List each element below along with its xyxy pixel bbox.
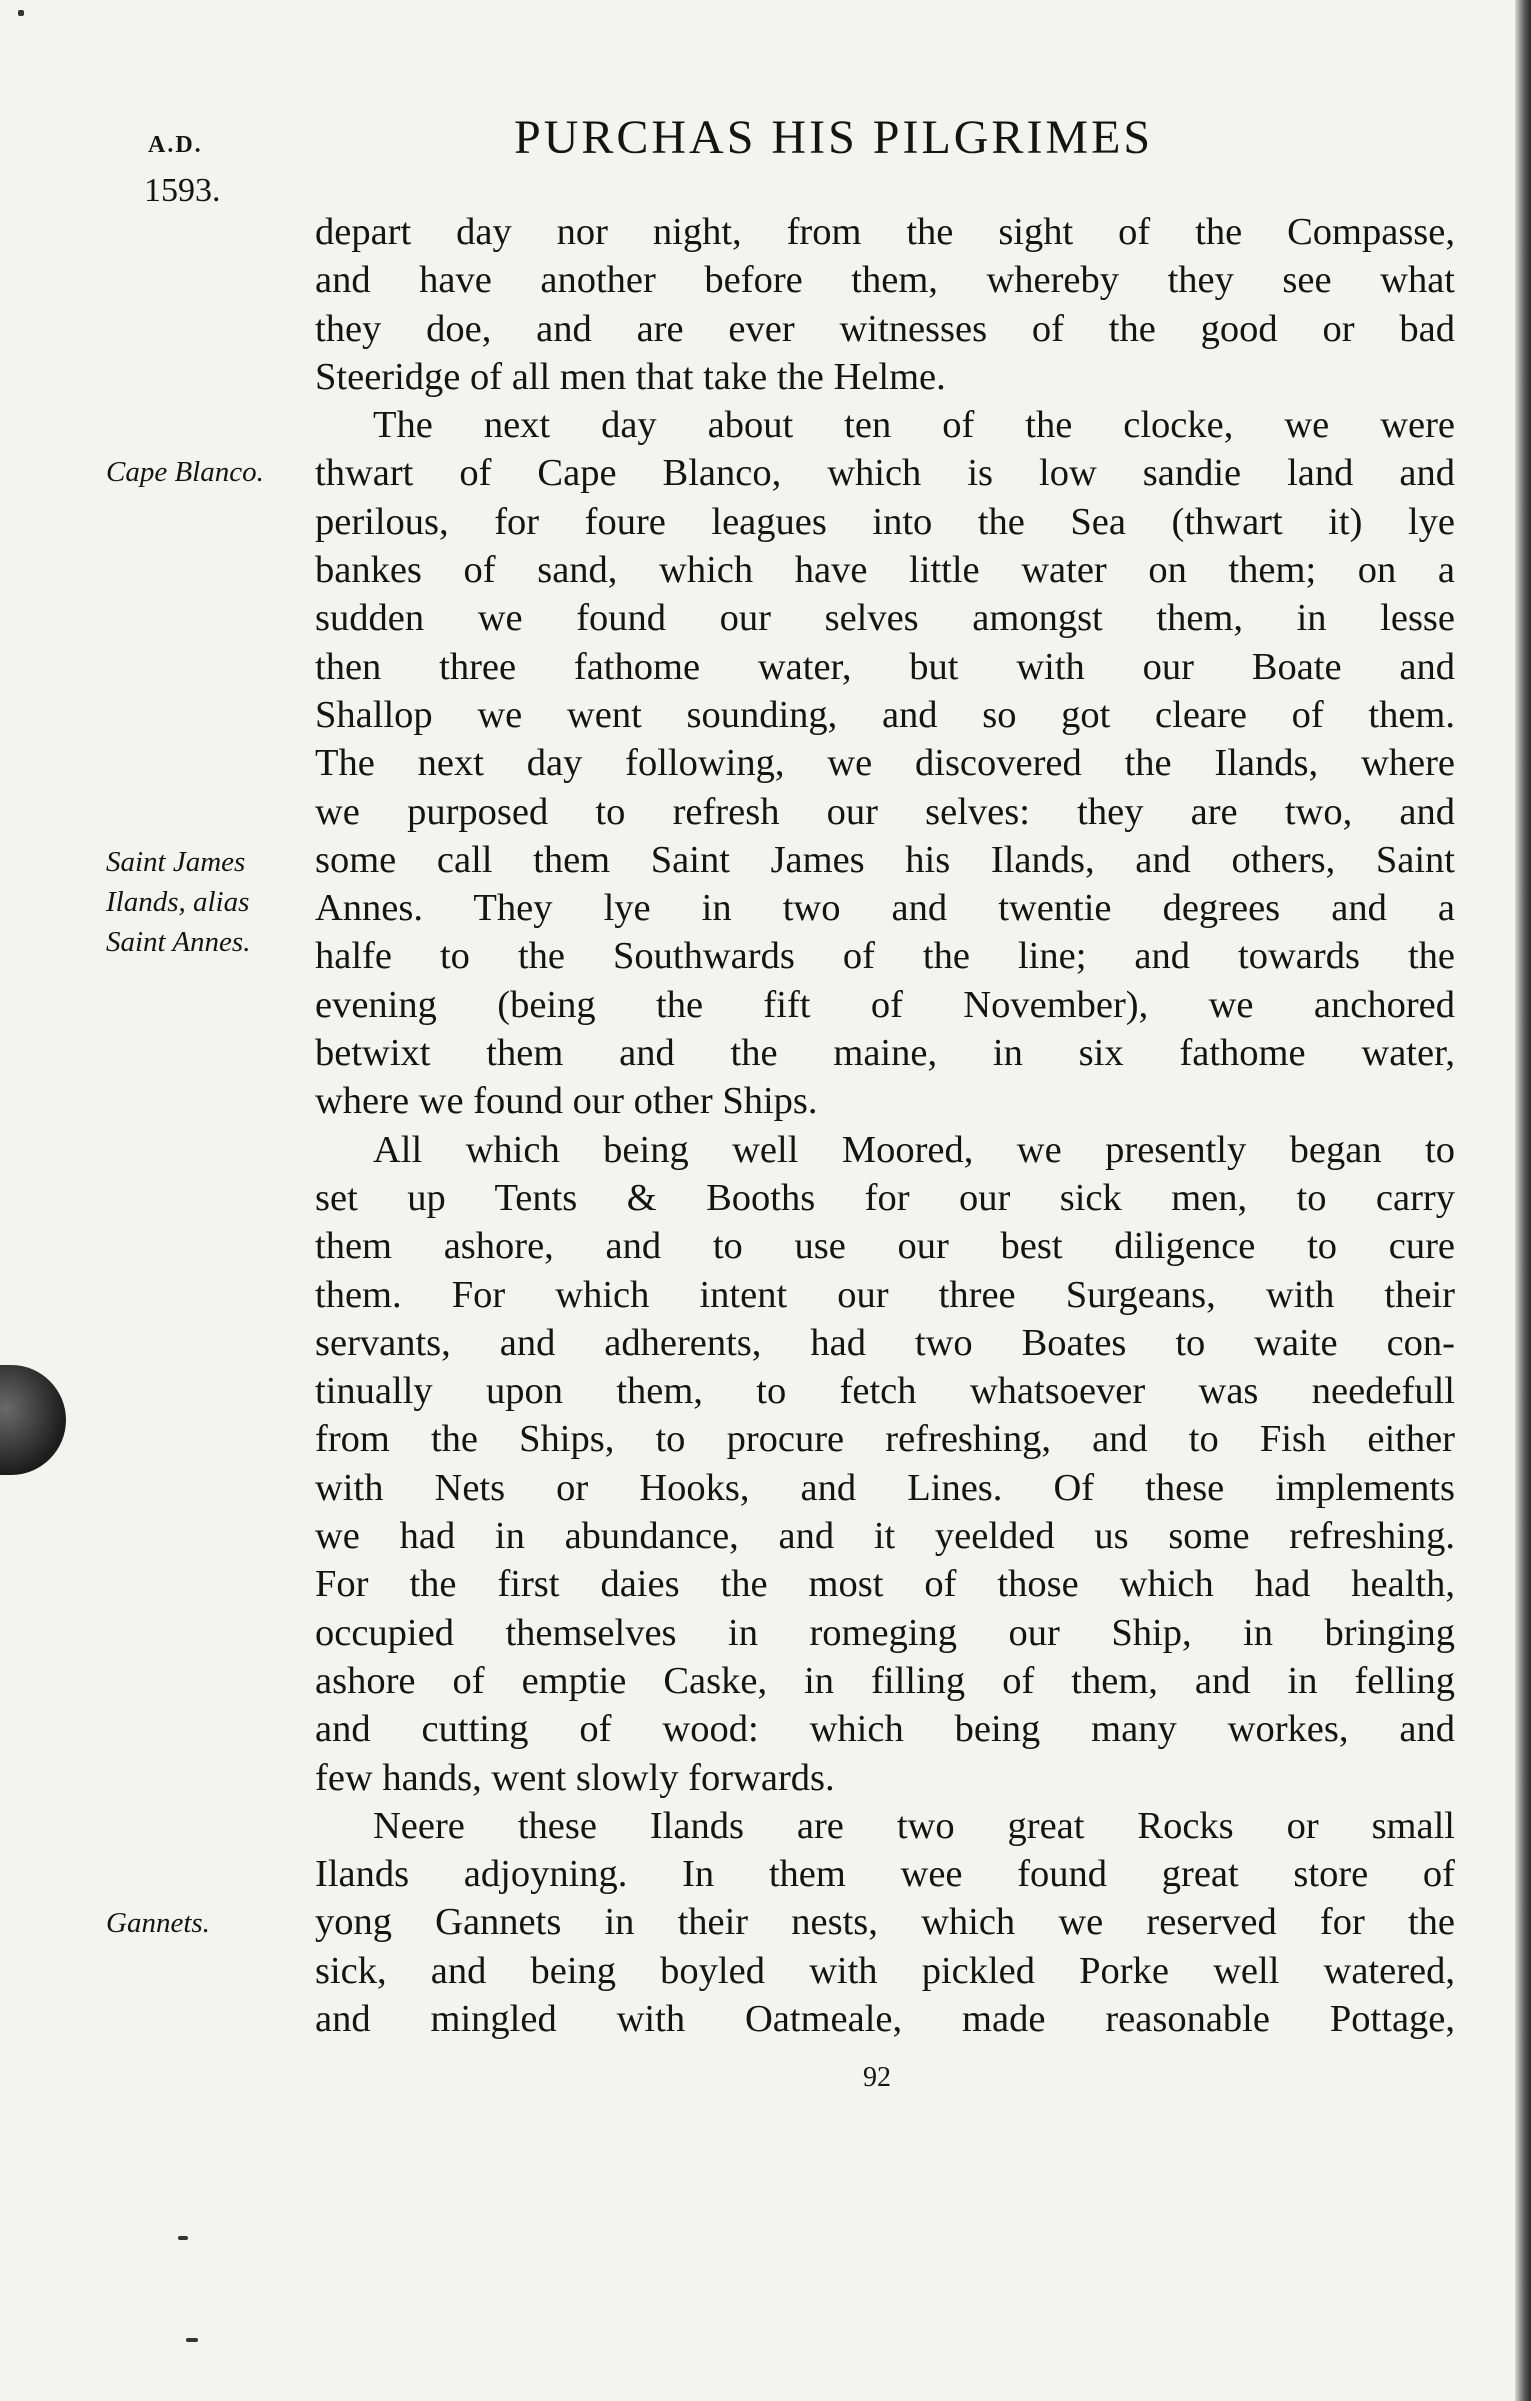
side-note-line: Cape Blanco. bbox=[106, 456, 264, 488]
text-line: thwart of Cape Blanco, which is low sandie land and bbox=[315, 452, 1455, 495]
text-line: Neere these Ilands are two great Rocks or small bbox=[373, 1804, 1455, 1847]
text-line: betwixt them and the maine, in six fathome water, bbox=[315, 1032, 1455, 1075]
scan-speck bbox=[18, 10, 24, 16]
text-line: bankes of sand, which have little water on them; on a bbox=[315, 549, 1455, 592]
text-line: The next day about ten of the clocke, we were bbox=[373, 404, 1455, 447]
text-line: For the first daies the most of those which had health, bbox=[315, 1563, 1455, 1606]
text-line: yong Gannets in their nests, which we reserved for the bbox=[315, 1901, 1455, 1944]
page-edge-shadow bbox=[1515, 0, 1531, 2401]
text-line: where we found our other Ships. bbox=[315, 1080, 818, 1123]
text-line: sudden we found our selves amongst them, in lesse bbox=[315, 597, 1455, 640]
running-head-title: PURCHAS HIS PILGRIMES bbox=[514, 111, 1154, 164]
page-number: 92 bbox=[863, 2062, 891, 2093]
body-text bbox=[315, 208, 1455, 2043]
text-line: few hands, went slowly forwards. bbox=[315, 1756, 835, 1799]
text-line: The next day following, we discovered the Ilands, where bbox=[315, 742, 1455, 785]
side-note-gannets bbox=[106, 1903, 210, 1943]
text-line: we had in abundance, and it yeelded us some refreshing. bbox=[315, 1515, 1455, 1558]
text-line: halfe to the Southwards of the line; and towards the bbox=[315, 935, 1455, 978]
text-line: All which being well Moored, we presently began to bbox=[373, 1128, 1455, 1171]
text-line: sick, and being boyled with pickled Porke well watered, bbox=[315, 1949, 1455, 1992]
side-note-saint-james bbox=[106, 842, 250, 962]
text-line: occupied themselves in romeging our Ship, in bringing bbox=[315, 1611, 1455, 1654]
scan-speck bbox=[186, 2338, 198, 2342]
text-line: Annes. They lye in two and twentie degrees and a bbox=[315, 887, 1455, 930]
text-line: and mingled with Oatmeale, made reasonable Pottage, bbox=[315, 1997, 1455, 2040]
left-margin bbox=[0, 0, 300, 2401]
text-line: them. For which intent our three Surgeans, with their bbox=[315, 1273, 1455, 1316]
side-note-line: Saint Annes. bbox=[106, 926, 251, 958]
side-note-line: Gannets. bbox=[106, 1907, 210, 1939]
text-line: ashore of emptie Caske, in filling of them, and in felling bbox=[315, 1659, 1455, 1702]
text-line: perilous, for foure leagues into the Sea (thwart it) lye bbox=[315, 500, 1455, 543]
text-line: then three fathome water, but with our Boate and bbox=[315, 645, 1455, 688]
text-line: we purposed to refresh our selves: they are two, and bbox=[315, 790, 1455, 833]
scan-speck bbox=[178, 2236, 188, 2240]
text-line: Ilands adjoyning. In them wee found great store of bbox=[315, 1853, 1455, 1896]
text-line: from the Ships, to procure refreshing, and to Fish either bbox=[315, 1418, 1455, 1461]
text-line: some call them Saint James his Ilands, and others, Saint bbox=[315, 838, 1455, 881]
text-line: them ashore, and to use our best diligence to cure bbox=[315, 1225, 1455, 1268]
text-line: tinually upon them, to fetch whatsoever was needefull bbox=[315, 1370, 1455, 1413]
text-line: depart day nor night, from the sight of the Compasse, bbox=[315, 211, 1455, 253]
text-line: and have another before them, whereby they see what bbox=[315, 259, 1455, 302]
margin-date-year: 1593. bbox=[144, 172, 221, 209]
text-line: they doe, and are ever witnesses of the good or bad bbox=[315, 307, 1455, 350]
margin-date-ad: A.D. bbox=[148, 132, 203, 158]
text-line: servants, and adherents, had two Boates to waite con- bbox=[315, 1321, 1455, 1364]
side-note-line: Saint James bbox=[106, 846, 246, 878]
text-line: and cutting of wood: which being many workes, and bbox=[315, 1708, 1455, 1751]
side-note-cape-blanco bbox=[106, 452, 264, 492]
text-line: set up Tents & Booths for our sick men, to carry bbox=[315, 1176, 1455, 1219]
text-line: Steeridge of all men that take the Helme. bbox=[315, 355, 946, 398]
text-line: Shallop we went sounding, and so got cleare of them. bbox=[315, 693, 1455, 736]
text-line: evening (being the fift of November), we anchored bbox=[315, 983, 1455, 1026]
side-note-line: Ilands, alias bbox=[106, 886, 250, 918]
text-line: with Nets or Hooks, and Lines. Of these implements bbox=[315, 1466, 1455, 1509]
